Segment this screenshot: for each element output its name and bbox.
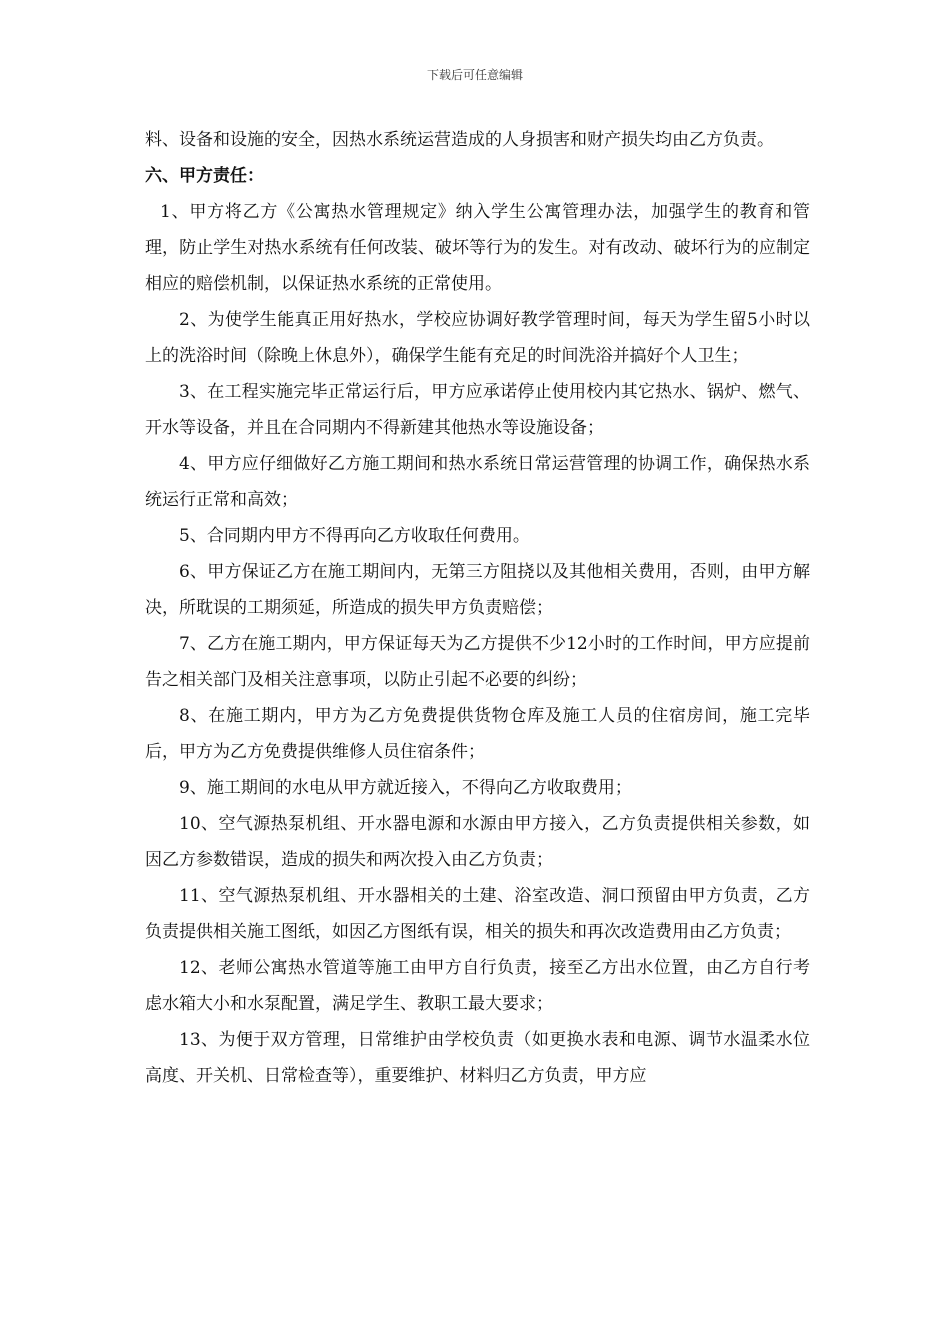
document-body	[145, 122, 810, 1094]
section-heading: 六、甲方责任：	[145, 166, 264, 186]
list-item: 13、为便于双方管理，日常维护由学校负责（如更换水表和电源、调节水温柔水位高度、开关机、日常检查等），重要维护、材料归乙方负责，甲方应	[145, 1030, 810, 1086]
list-item: 6、甲方保证乙方在施工期间内，无第三方阻挠以及其他相关费用，否则，由甲方解决，所耽误的工期须延，所造成的损失甲方负责赔偿；	[145, 562, 810, 618]
list-item: 5、合同期内甲方不得再向乙方收取任何费用。	[179, 526, 530, 546]
list-item: 3、在工程实施完毕正常运行后，甲方应承诺停止使用校内其它热水、锅炉、燃气、开水等设备，并且在合同期内不得新建其他热水等设施设备；	[145, 382, 810, 438]
list-item: 7、乙方在施工期内，甲方保证每天为乙方提供不少12小时的工作时间，甲方应提前告之相关部门及相关注意事项，以防止引起不必要的纠纷；	[145, 634, 810, 690]
paragraph-continued: 料、设备和设施的安全，因热水系统运营造成的人身损害和财产损失均由乙方负责。	[145, 130, 774, 150]
list-item: 9、施工期间的水电从甲方就近接入，不得向乙方收取费用；	[179, 778, 632, 798]
list-item: 12、老师公寓热水管道等施工由甲方自行负责，接至乙方出水位置，由乙方自行考虑水箱大小和水泵配置，满足学生、教职工最大要求；	[145, 958, 810, 1014]
list-item: 10、空气源热泵机组、开水器电源和水源由甲方接入，乙方负责提供相关参数，如因乙方参数错误，造成的损失和两次投入由乙方负责；	[145, 814, 810, 870]
list-item: 1、甲方将乙方《公寓热水管理规定》纳入学生公寓管理办法，加强学生的教育和管理，防止学生对热水系统有任何改装、破坏等行为的发生。对有改动、破坏行为的应制定相应的赔偿机制，以保证热水系统的正常使用。	[145, 202, 810, 294]
page-header: 下载后可任意编辑	[426, 68, 523, 82]
list-item: 11、空气源热泵机组、开水器相关的土建、浴室改造、洞口预留由甲方负责，乙方负责提供相关施工图纸，如因乙方图纸有误，相关的损失和再次改造费用由乙方负责；	[145, 886, 810, 942]
list-item: 4、甲方应仔细做好乙方施工期间和热水系统日常运营管理的协调工作，确保热水系统运行正常和高效；	[145, 454, 810, 510]
list-item: 2、为使学生能真正用好热水，学校应协调好教学管理时间，每天为学生留5小时以上的洗浴时间（除晚上休息外），确保学生能有充足的时间洗浴并搞好个人卫生；	[145, 310, 810, 366]
list-item: 8、在施工期内，甲方为乙方免费提供货物仓库及施工人员的住宿房间，施工完毕后，甲方为乙方免费提供维修人员住宿条件；	[145, 706, 810, 762]
